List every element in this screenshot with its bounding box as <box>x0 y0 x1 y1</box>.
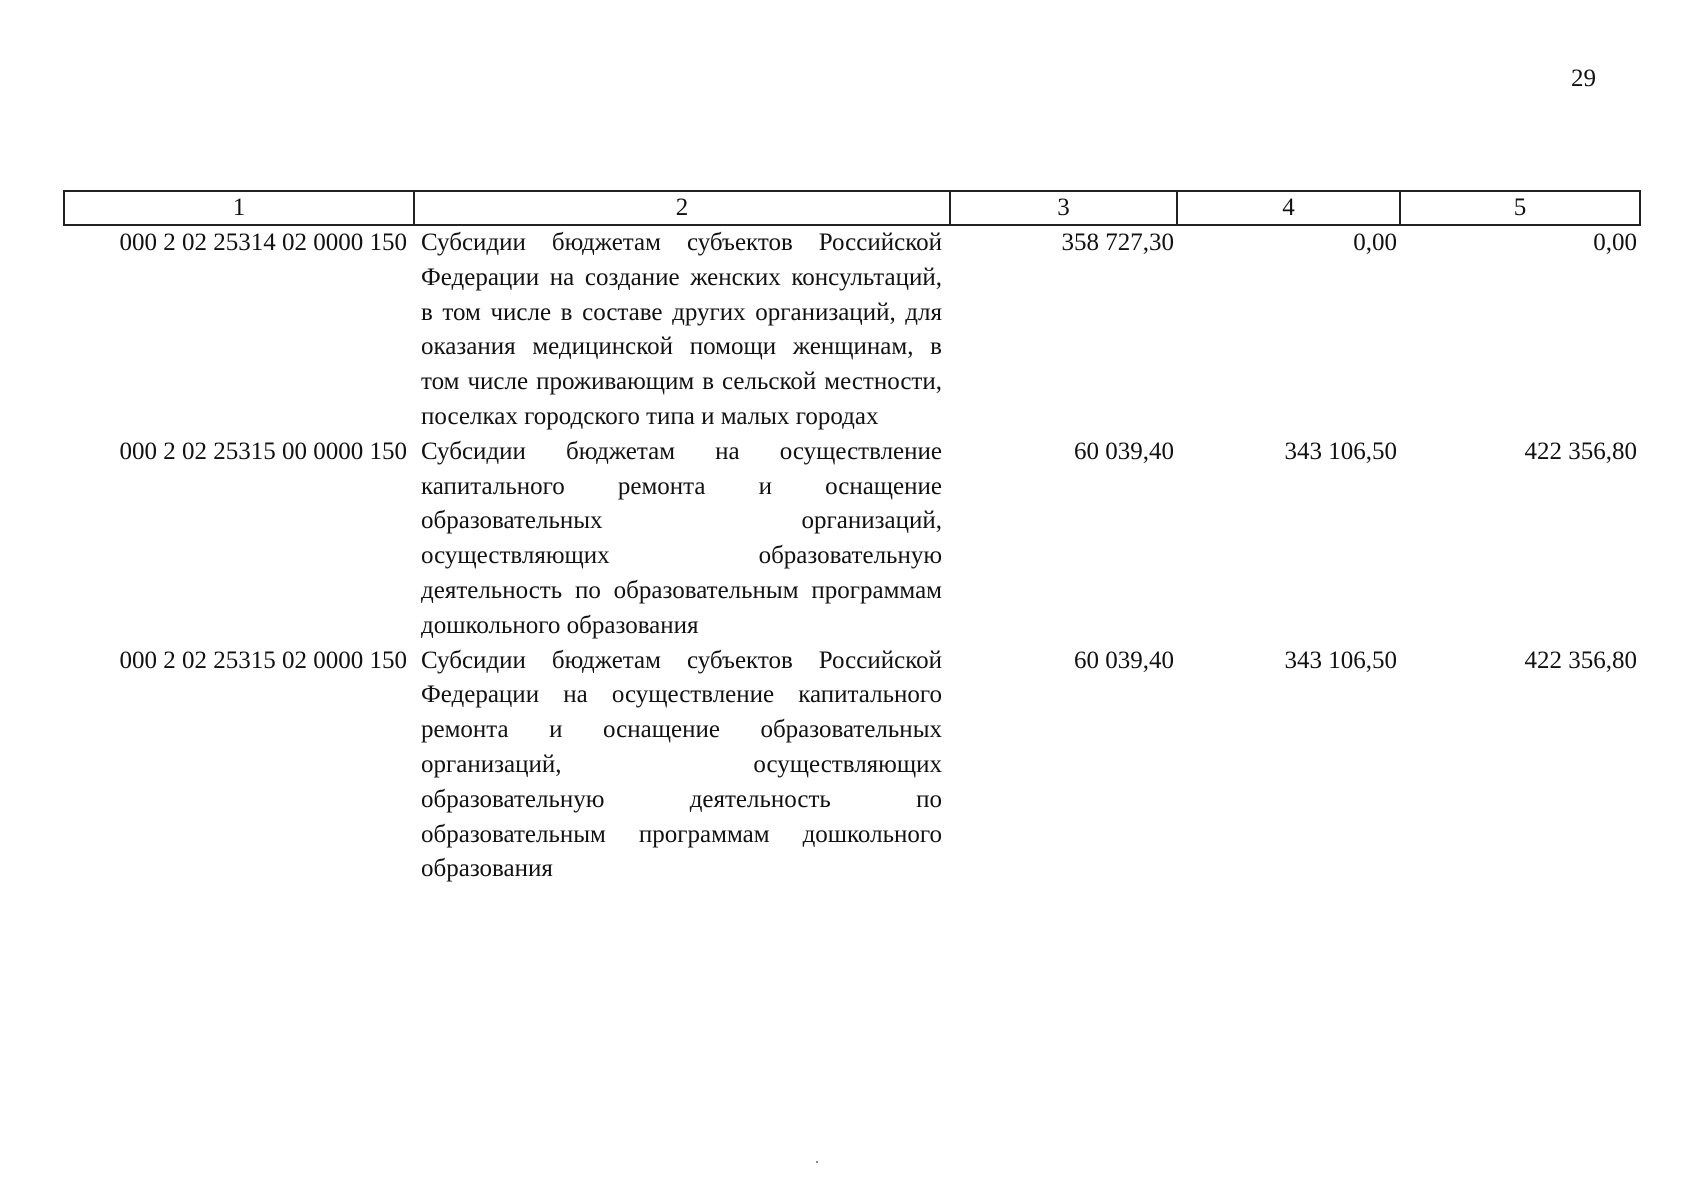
row-value-col5: 0,00 <box>1593 229 1637 256</box>
header-col-3: 3 <box>950 191 1177 225</box>
header-col-2: 2 <box>414 191 950 225</box>
header-col-1: 1 <box>64 191 414 225</box>
row-value-col4: 0,00 <box>1353 229 1397 256</box>
budget-table <box>63 190 1641 887</box>
row-value-col4: 343 106,50 <box>1284 646 1397 674</box>
row-value-col5: 422 356,80 <box>1524 437 1637 465</box>
row-value-col5: 422 356,80 <box>1524 646 1637 674</box>
row-code: 000 2 02 25315 02 0000 150 <box>119 646 407 674</box>
row-name: Субсидии бюджетам на осуществление капитального ремонта и оснащение образовательных организаций, осуществляющих образовательную деятельность по образовательным программам дошкольного образования <box>421 437 942 639</box>
row-code: 000 2 02 25315 00 0000 150 <box>119 437 407 465</box>
header-col-5: 5 <box>1400 191 1640 225</box>
scan-dot <box>816 1161 818 1163</box>
table-header <box>64 191 1640 225</box>
row-code: 000 2 02 25314 02 0000 150 <box>119 229 407 256</box>
row-name: Субсидии бюджетам субъектов Российской Федерации на осуществление капитального ремонта и оснащение образовательных организаций, осуществляющих образовательную деятельность по образовательным программам дошкольного образования <box>421 646 942 883</box>
page-number: 29 <box>1571 65 1596 92</box>
table-row <box>64 225 1640 435</box>
row-name: Субсидии бюджетам субъектов Российской Федерации на создание женских консультаций, в том числе в составе других организаций, для оказания медицинской помощи женщинам, в том числе проживающим в сельской местности, поселках городского типа и малых городах <box>421 229 942 430</box>
header-col-4: 4 <box>1177 191 1400 225</box>
row-value-col3: 60 039,40 <box>1074 437 1174 465</box>
header-row <box>64 191 1640 225</box>
row-value-col3: 358 727,30 <box>1061 229 1174 256</box>
table-row <box>64 435 1640 644</box>
row-value-col3: 60 039,40 <box>1074 646 1174 674</box>
table-body <box>64 225 1640 887</box>
row-value-col4: 343 106,50 <box>1284 437 1397 465</box>
table-row <box>64 644 1640 888</box>
